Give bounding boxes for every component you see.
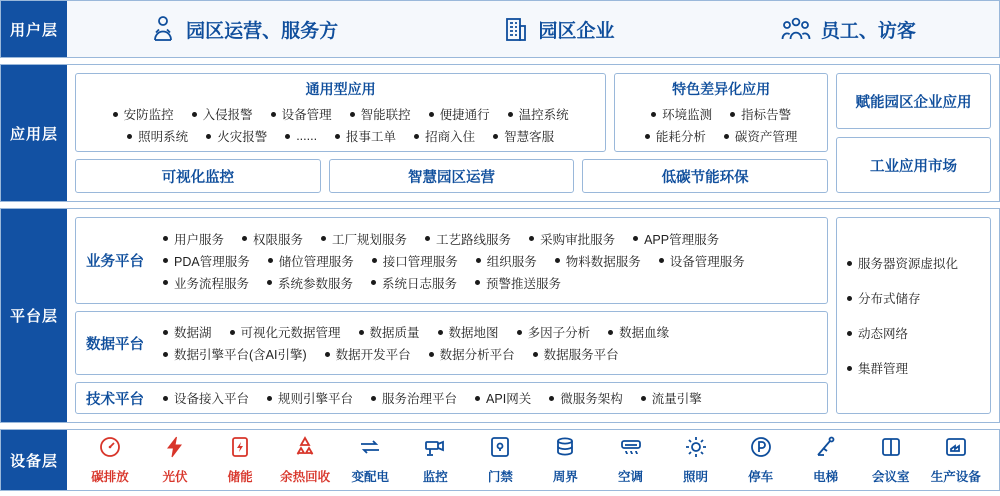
app-chip[interactable]: 报事工单 — [326, 125, 405, 147]
device-label: 储能 — [227, 470, 253, 484]
platform-chip[interactable]: 接口管理服务 — [363, 250, 467, 272]
device-label: 空调 — [617, 470, 643, 484]
platform-chip[interactable]: 工艺路线服务 — [416, 228, 520, 250]
application-layer-row — [0, 64, 1000, 202]
platform-chip[interactable]: 数据服务平台 — [524, 343, 628, 365]
app-chip[interactable]: ...... — [276, 125, 326, 147]
user-layer-row — [0, 0, 1000, 58]
data-platform-title: 数据平台 — [86, 336, 144, 353]
infra-chip[interactable]: 集群管理 — [847, 359, 980, 377]
device-layer-items — [67, 430, 999, 490]
tech-platform-title: 技术平台 — [86, 391, 144, 408]
building-icon — [504, 15, 528, 43]
app-top-group — [75, 73, 828, 152]
platform-left-column — [75, 217, 828, 414]
device-parking[interactable] — [730, 435, 792, 485]
platform-chip[interactable]: 数据开发平台 — [316, 343, 420, 365]
app-chip[interactable]: 招商入住 — [405, 125, 484, 147]
device-label: 照明 — [683, 470, 709, 484]
lane-label-platform: 平台层 — [1, 209, 67, 422]
user-layer-items — [67, 1, 999, 57]
app-chip[interactable]: 环境监测 — [642, 103, 721, 125]
elevator-icon — [814, 435, 838, 464]
user-item-operator[interactable] — [150, 15, 338, 43]
app-chip[interactable]: 智能联控 — [341, 103, 420, 125]
platform-layer-body — [67, 209, 999, 422]
platform-right-column — [836, 217, 991, 414]
device-label: 周界 — [552, 470, 578, 484]
app-bottom-visual-monitor[interactable]: 可视化监控 — [75, 159, 321, 193]
business-platform-items — [154, 228, 827, 294]
enable-enterprise-app-box[interactable]: 赋能园区企业应用 — [836, 73, 991, 129]
ac-icon — [619, 435, 643, 464]
app-left-column — [75, 73, 828, 193]
platform-chip[interactable]: 多因子分析 — [508, 321, 600, 343]
app-chip[interactable]: 碳资产管理 — [715, 125, 807, 147]
meeting-icon — [879, 435, 903, 464]
platform-chip[interactable]: 数据分析平台 — [420, 343, 524, 365]
recycle-icon — [293, 435, 317, 464]
platform-chip[interactable]: 流量引擎 — [632, 387, 711, 409]
lightning-icon — [163, 435, 187, 464]
people-icon — [781, 15, 811, 43]
industrial-app-market-box[interactable]: 工业应用市场 — [836, 137, 991, 193]
platform-chip[interactable]: 预警推送服务 — [466, 272, 570, 294]
lane-label-device: 设备层 — [1, 430, 67, 490]
platform-chip[interactable]: 用户服务 — [154, 228, 233, 250]
platform-chip[interactable]: 数据质量 — [350, 321, 429, 343]
device-waste-heat-recovery[interactable] — [274, 435, 336, 485]
app-chip[interactable]: 照明系统 — [118, 125, 197, 147]
tech-platform-box — [75, 382, 828, 414]
device-label: 会议室 — [871, 470, 910, 484]
device-meeting-room[interactable] — [860, 435, 922, 485]
platform-chip[interactable]: 数据湖 — [154, 321, 221, 343]
device-label: 生产设备 — [930, 470, 981, 484]
general-application-title: 通用型应用 — [305, 81, 376, 97]
platform-chip[interactable]: 数据地图 — [429, 321, 508, 343]
app-chip[interactable]: 火灾报警 — [197, 125, 276, 147]
special-application-title: 特色差异化应用 — [672, 81, 771, 97]
data-platform-items — [154, 321, 827, 365]
business-platform-title: 业务平台 — [86, 254, 144, 271]
infra-chip[interactable]: 分布式储存 — [847, 289, 980, 307]
app-chip[interactable]: 便捷通行 — [420, 103, 499, 125]
platform-chip[interactable]: 组织服务 — [467, 250, 546, 272]
app-right-column — [836, 73, 991, 193]
device-access-control[interactable] — [469, 435, 531, 485]
device-label: 监控 — [422, 470, 448, 484]
device-label: 碳排放 — [91, 470, 129, 484]
app-bottom-low-carbon[interactable]: 低碳节能环保 — [582, 159, 828, 193]
device-production-equipment[interactable] — [925, 435, 987, 485]
device-transformer[interactable] — [339, 435, 401, 485]
platform-chip[interactable]: 储位管理服务 — [259, 250, 363, 272]
device-perimeter[interactable] — [534, 435, 596, 485]
lane-label-app: 应用层 — [1, 65, 67, 201]
platform-chip[interactable]: 业务流程服务 — [154, 272, 258, 294]
device-label: 门禁 — [487, 470, 513, 484]
platform-chip[interactable]: 数据引擎平台(含AI引擎) — [154, 343, 316, 365]
device-pv[interactable] — [144, 435, 206, 485]
device-label: 变配电 — [351, 470, 389, 484]
platform-chip[interactable]: APP管理服务 — [624, 228, 728, 250]
platform-chip[interactable]: 设备接入平台 — [154, 387, 258, 409]
infrastructure-box — [836, 217, 991, 414]
user-item-label: 员工、访客 — [820, 20, 916, 42]
app-chip[interactable]: 安防监控 — [104, 103, 183, 125]
device-storage[interactable] — [209, 435, 271, 485]
platform-chip[interactable]: API网关 — [466, 387, 540, 409]
device-label: 电梯 — [813, 470, 839, 484]
platform-chip[interactable]: 数据血缘 — [599, 321, 678, 343]
user-item-label: 园区企业 — [538, 20, 615, 42]
platform-chip[interactable]: 权限服务 — [233, 228, 312, 250]
battery-icon — [228, 435, 252, 464]
device-carbon-emission[interactable] — [79, 435, 141, 485]
general-application-items — [76, 103, 605, 147]
fence-icon — [553, 435, 577, 464]
special-application-items — [615, 103, 827, 147]
app-chip[interactable]: 指标告警 — [721, 103, 800, 125]
factory-icon — [944, 435, 968, 464]
light-icon — [684, 435, 708, 464]
app-bottom-smart-park[interactable]: 智慧园区运营 — [329, 159, 575, 193]
platform-chip[interactable]: 系统参数服务 — [258, 272, 362, 294]
user-item-label: 园区运营、服务方 — [186, 20, 339, 42]
device-label: 余热回收 — [280, 470, 331, 484]
app-chip[interactable]: 设备管理 — [262, 103, 341, 125]
user-item-enterprise[interactable] — [504, 15, 614, 43]
app-bottom-group — [75, 159, 828, 193]
application-layer-body — [67, 65, 999, 201]
lock-icon — [488, 435, 512, 464]
platform-chip[interactable]: 服务治理平台 — [362, 387, 466, 409]
user-item-staff[interactable] — [781, 15, 916, 43]
infra-chip[interactable]: 服务器资源虚拟化 — [847, 254, 980, 272]
platform-chip[interactable]: 设备管理服务 — [650, 250, 754, 272]
device-layer-row — [0, 429, 1000, 491]
parking-icon — [749, 435, 773, 464]
platform-chip[interactable]: 规则引擎平台 — [258, 387, 362, 409]
data-platform-box — [75, 311, 828, 375]
device-label: 光伏 — [162, 470, 188, 484]
platform-layer-row — [0, 208, 1000, 423]
business-platform-box — [75, 217, 828, 304]
platform-chip[interactable]: 采购审批服务 — [520, 228, 624, 250]
device-label: 停车 — [748, 470, 774, 484]
platform-chip[interactable]: 工厂规划服务 — [312, 228, 416, 250]
device-lighting[interactable] — [665, 435, 727, 485]
special-application-box — [614, 73, 828, 152]
device-elevator[interactable] — [795, 435, 857, 485]
platform-chip[interactable]: 物料数据服务 — [546, 250, 650, 272]
app-chip[interactable]: 温控系统 — [499, 103, 578, 125]
app-chip[interactable]: 能耗分析 — [636, 125, 715, 147]
app-chip[interactable]: 智慧客服 — [484, 125, 563, 147]
lane-label-user: 用户层 — [1, 1, 67, 57]
platform-chip[interactable]: PDA管理服务 — [154, 250, 259, 272]
transformer-icon — [358, 435, 382, 464]
platform-chip[interactable]: 系统日志服务 — [362, 272, 466, 294]
platform-chip[interactable]: 微服务架构 — [540, 387, 632, 409]
general-application-box — [75, 73, 606, 152]
infra-chip[interactable]: 动态网络 — [847, 324, 980, 342]
operator-icon — [150, 15, 176, 43]
device-hvac[interactable] — [600, 435, 662, 485]
gauge-icon — [98, 435, 122, 464]
platform-chip[interactable]: 可视化元数据管理 — [221, 321, 350, 343]
camera-icon — [423, 435, 447, 464]
tech-platform-items — [154, 387, 827, 409]
app-chip[interactable]: 入侵报警 — [183, 103, 262, 125]
device-camera[interactable] — [404, 435, 466, 485]
